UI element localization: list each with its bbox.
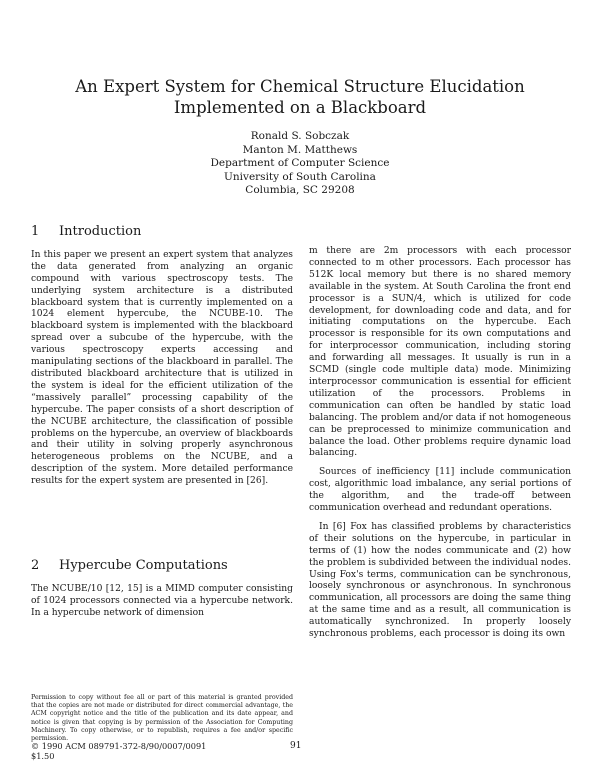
author-block: [100, 130, 500, 198]
section-number: 2: [31, 558, 40, 573]
affiliation-line: University of South Carolina: [224, 170, 376, 183]
paragraph: In this paper we present an expert system that analyzes the data generated from analyzing an organic compound with various spectroscopy tests. The underlying system architecture is a distributed blackboard system that is currently implemented on a 1024 element hypercube, the NCUBE-10. The blackboard system is implemented with the blackboard spread over a subcube of the hypercube, with the various spectroscopy experts accessing and manipulating sections of the blackboard in parallel. The distributed blackboard architecture that is utilized in the system is ideal for the efficient utilization of the “massively parallel” processing capability of the hypercube. The paper consists of a short description of the NCUBE architecture, the classification of possible problems on the hypercube, an overview of blackboards and their utility in solving properly asynchronous heterogeneous problems on the NCUBE, and a description of the system. More detailed performance results for the expert system are presented in [26].: [31, 249, 293, 487]
copyright-line: © 1990 ACM 089791-372-8/90/0007/0091 $1.50: [31, 741, 207, 761]
affiliation-line: Columbia, SC 29208: [245, 184, 355, 197]
page-number: 91: [290, 741, 302, 751]
paper-title: [40, 76, 560, 118]
paragraph: m there are 2m processors with each processor connected to m other processors. Each processor has 512K local memory but there is no shared memory available in the system. At South Carolina the front end processor is a SUN/4, which is utilized for code development, for downloading code and data, and for initiating computations on the hypercube. Each processor is responsible for its own computations and for interprocessor communication, including storing and forwarding all messages. It usually is run in a SCMD (single code multiple data) mode. Minimizing interprocessor communication is essential for efficient utilization of the processors. Problems in communication can often be handled by static load balancing. The problem and/or data if not homogeneous can be preprocessed to minimize communication and balance the load. Other problems require dynamic load balancing.: [309, 246, 571, 459]
section-title: Hypercube Computations: [59, 558, 228, 573]
title-line-1: An Expert System for Chemical Structure Elucidation: [75, 77, 525, 96]
author-line: Manton M. Matthews: [242, 143, 358, 156]
section-2-heading: [31, 560, 293, 572]
section-number: 1: [31, 224, 40, 239]
paragraph: In [6] Fox has classified problems by characteristics of their solutions on the hypercube, in particular in terms of (1) how the nodes communicate and (2) how the problem is subdivided between the individual nodes. Using Fox's terms, communication can be synchronous, loosely synchronous or asynchronous. In synchronous communication, all processors are doing the same thing at the same time and as a result, all communication is automatically synchronized. In properly loosely synchronous problems, each processor is doing its own: [309, 521, 571, 640]
permission-footnote: Permission to copy without fee all or part of this material is granted provided that the copies are not made or distributed for direct commercial advantage, the ACM copyright notice and the title of the publication and its date appear, and notice is given that copying is by permission of the Association for Computing Machinery. To copy otherwise, or to republish, requires a fee and/or specific permission.: [31, 694, 293, 743]
section-1-heading: [31, 226, 293, 238]
paragraph: The NCUBE/10 [12, 15] is a MIMD computer consisting of 1024 processors connected via a hypercube network. In a hypercube network of dimension: [31, 583, 293, 618]
section-title: Introduction: [59, 224, 142, 239]
paragraph: Sources of inefficiency [11] include communication cost, algorithmic load imbalance, any serial portions of the algorithm, and the trade-off between communication overhead and redundant operations.: [309, 467, 571, 514]
affiliation-line: Department of Computer Science: [210, 157, 390, 170]
right-column: [309, 246, 571, 641]
author-line: Ronald S. Sobczak: [250, 130, 350, 142]
section-2-start: [31, 560, 293, 620]
left-column: [31, 226, 293, 488]
title-line-2: Implemented on a Blackboard: [173, 98, 427, 117]
